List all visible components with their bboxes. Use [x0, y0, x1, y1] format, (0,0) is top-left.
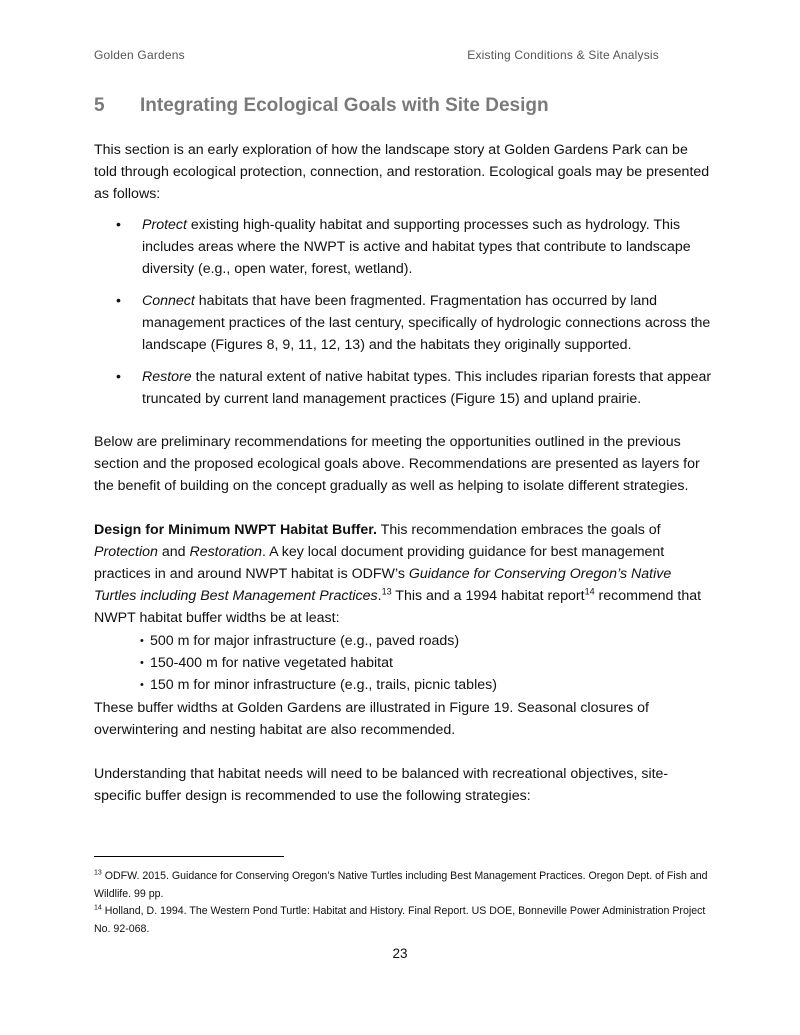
- buffer-width-text: 500 m for major infrastructure (e.g., paved roads): [150, 633, 460, 649]
- section-heading: [94, 95, 714, 117]
- buffer-widths-list: [94, 630, 714, 696]
- body-text: [94, 139, 714, 807]
- goal-text: habitats that have been fragmented. Fragmentation has occurred by land management practices of the last century, specifically of hydrologic connections across the landscape (Figures 8, 9, 11, 12, 13) and the habitats they originally supported.: [142, 293, 711, 353]
- goal-text: the natural extent of native habitat types. This includes riparian forests that appear truncated by current land management practices (Figure 15) and upland prairie.: [142, 369, 712, 407]
- header-right: Existing Conditions & Site Analysis: [467, 48, 659, 62]
- footnote-ref-14[interactable]: 14: [584, 586, 595, 597]
- buffer-width-item: [94, 652, 714, 674]
- buffer-after-paragraph: These buffer widths at Golden Gardens are illustrated in Figure 19. Seasonal closures of overwintering and nesting habitat are also recommended.: [94, 700, 649, 738]
- bullet-glyph: •: [116, 369, 121, 385]
- goal-item-restore: [94, 366, 714, 410]
- buffer-width-text: 150-400 m for native vegetated habitat: [150, 655, 393, 671]
- page-number: 23: [392, 946, 408, 961]
- intro-paragraph: This section is an early exploration of how the landscape story at Golden Gardens Park can be told through ecological protection, connection, and restoration. Ecological goals may be presented as follows:: [94, 142, 710, 202]
- buffer-text: recommend that NWPT habitat buffer widths be at least:: [94, 588, 702, 626]
- footnote-text: Holland, D. 1994. The Western Pond Turtle: Habitat and History. Final Report. US DOE, Bonneville Power Administration Project No. 92-068.: [94, 905, 706, 935]
- buffer-text: This recommendation embraces the goals of: [376, 522, 661, 538]
- bullet-glyph: •: [116, 217, 121, 233]
- bullet-glyph: •: [116, 293, 121, 309]
- section-title: Integrating Ecological Goals with Site Design: [140, 95, 549, 116]
- footnotes: [94, 868, 714, 938]
- buffer-width-item: [94, 674, 714, 696]
- goal-item-connect: [94, 290, 714, 356]
- buffer-text: This and a 1994 habitat report: [391, 588, 585, 604]
- buffer-text: .: [377, 588, 382, 604]
- buffer-heading: Design for Minimum NWPT Habitat Buffer.: [94, 522, 377, 538]
- footnote-number: 14: [94, 904, 102, 912]
- footnote-14: [94, 903, 714, 938]
- buffer-text: and: [157, 544, 190, 560]
- footnote-text: ODFW. 2015. Guidance for Conserving Oregon’s Native Turtles including Best Management Practices. Oregon Dept. of Fish and Wildlife. 99 pp.: [94, 870, 708, 900]
- buffer-emphasis: Restoration: [189, 544, 263, 560]
- buffer-width-text: 150 m for minor infrastructure (e.g., trails, picnic tables): [150, 677, 497, 693]
- bullet-glyph: •: [140, 635, 144, 647]
- footnote-separator: [94, 856, 284, 857]
- guidance-document-title: Guidance for Conserving Oregon’s Native Turtles including Best Management Practices: [94, 566, 672, 604]
- goal-term: Restore: [142, 369, 192, 385]
- footnote-ref-13[interactable]: 13: [381, 586, 392, 597]
- recommendations-intro: Below are preliminary recommendations for meeting the opportunities outlined in the previous section and the proposed ecological goals above. Recommendations are presented as layers for the benefit of building on the concept gradually as well as helping to isolate different strategies.: [94, 434, 700, 494]
- buffer-width-item: [94, 630, 714, 652]
- goal-text: existing high-quality habitat and supporting processes such as hydrology. This includes areas where the NWPT is active and habitat types that contribute to landscape diversity (e.g., open water, forest, wetland).: [142, 217, 691, 277]
- bullet-glyph: •: [140, 679, 144, 691]
- running-header: [94, 48, 659, 62]
- section-number: 5: [94, 95, 105, 116]
- header-left: Golden Gardens: [94, 48, 185, 62]
- goal-item-protect: [94, 214, 714, 280]
- buffer-paragraph: [94, 519, 714, 629]
- closing-paragraph: Understanding that habitat needs will need to be balanced with recreational objectives, site-specific buffer design is recommended to use the following strategies:: [94, 766, 669, 804]
- goal-term: Connect: [142, 293, 195, 309]
- buffer-emphasis: Protection: [94, 544, 158, 560]
- goals-list: [94, 214, 714, 410]
- footnote-number: 13: [94, 869, 102, 877]
- footnote-13: [94, 868, 714, 903]
- bullet-glyph: •: [140, 657, 144, 669]
- goal-term: Protect: [142, 217, 187, 233]
- buffer-text: . A key local document providing guidance for best management practices in and around NWPT habitat is ODFW’s: [94, 544, 665, 582]
